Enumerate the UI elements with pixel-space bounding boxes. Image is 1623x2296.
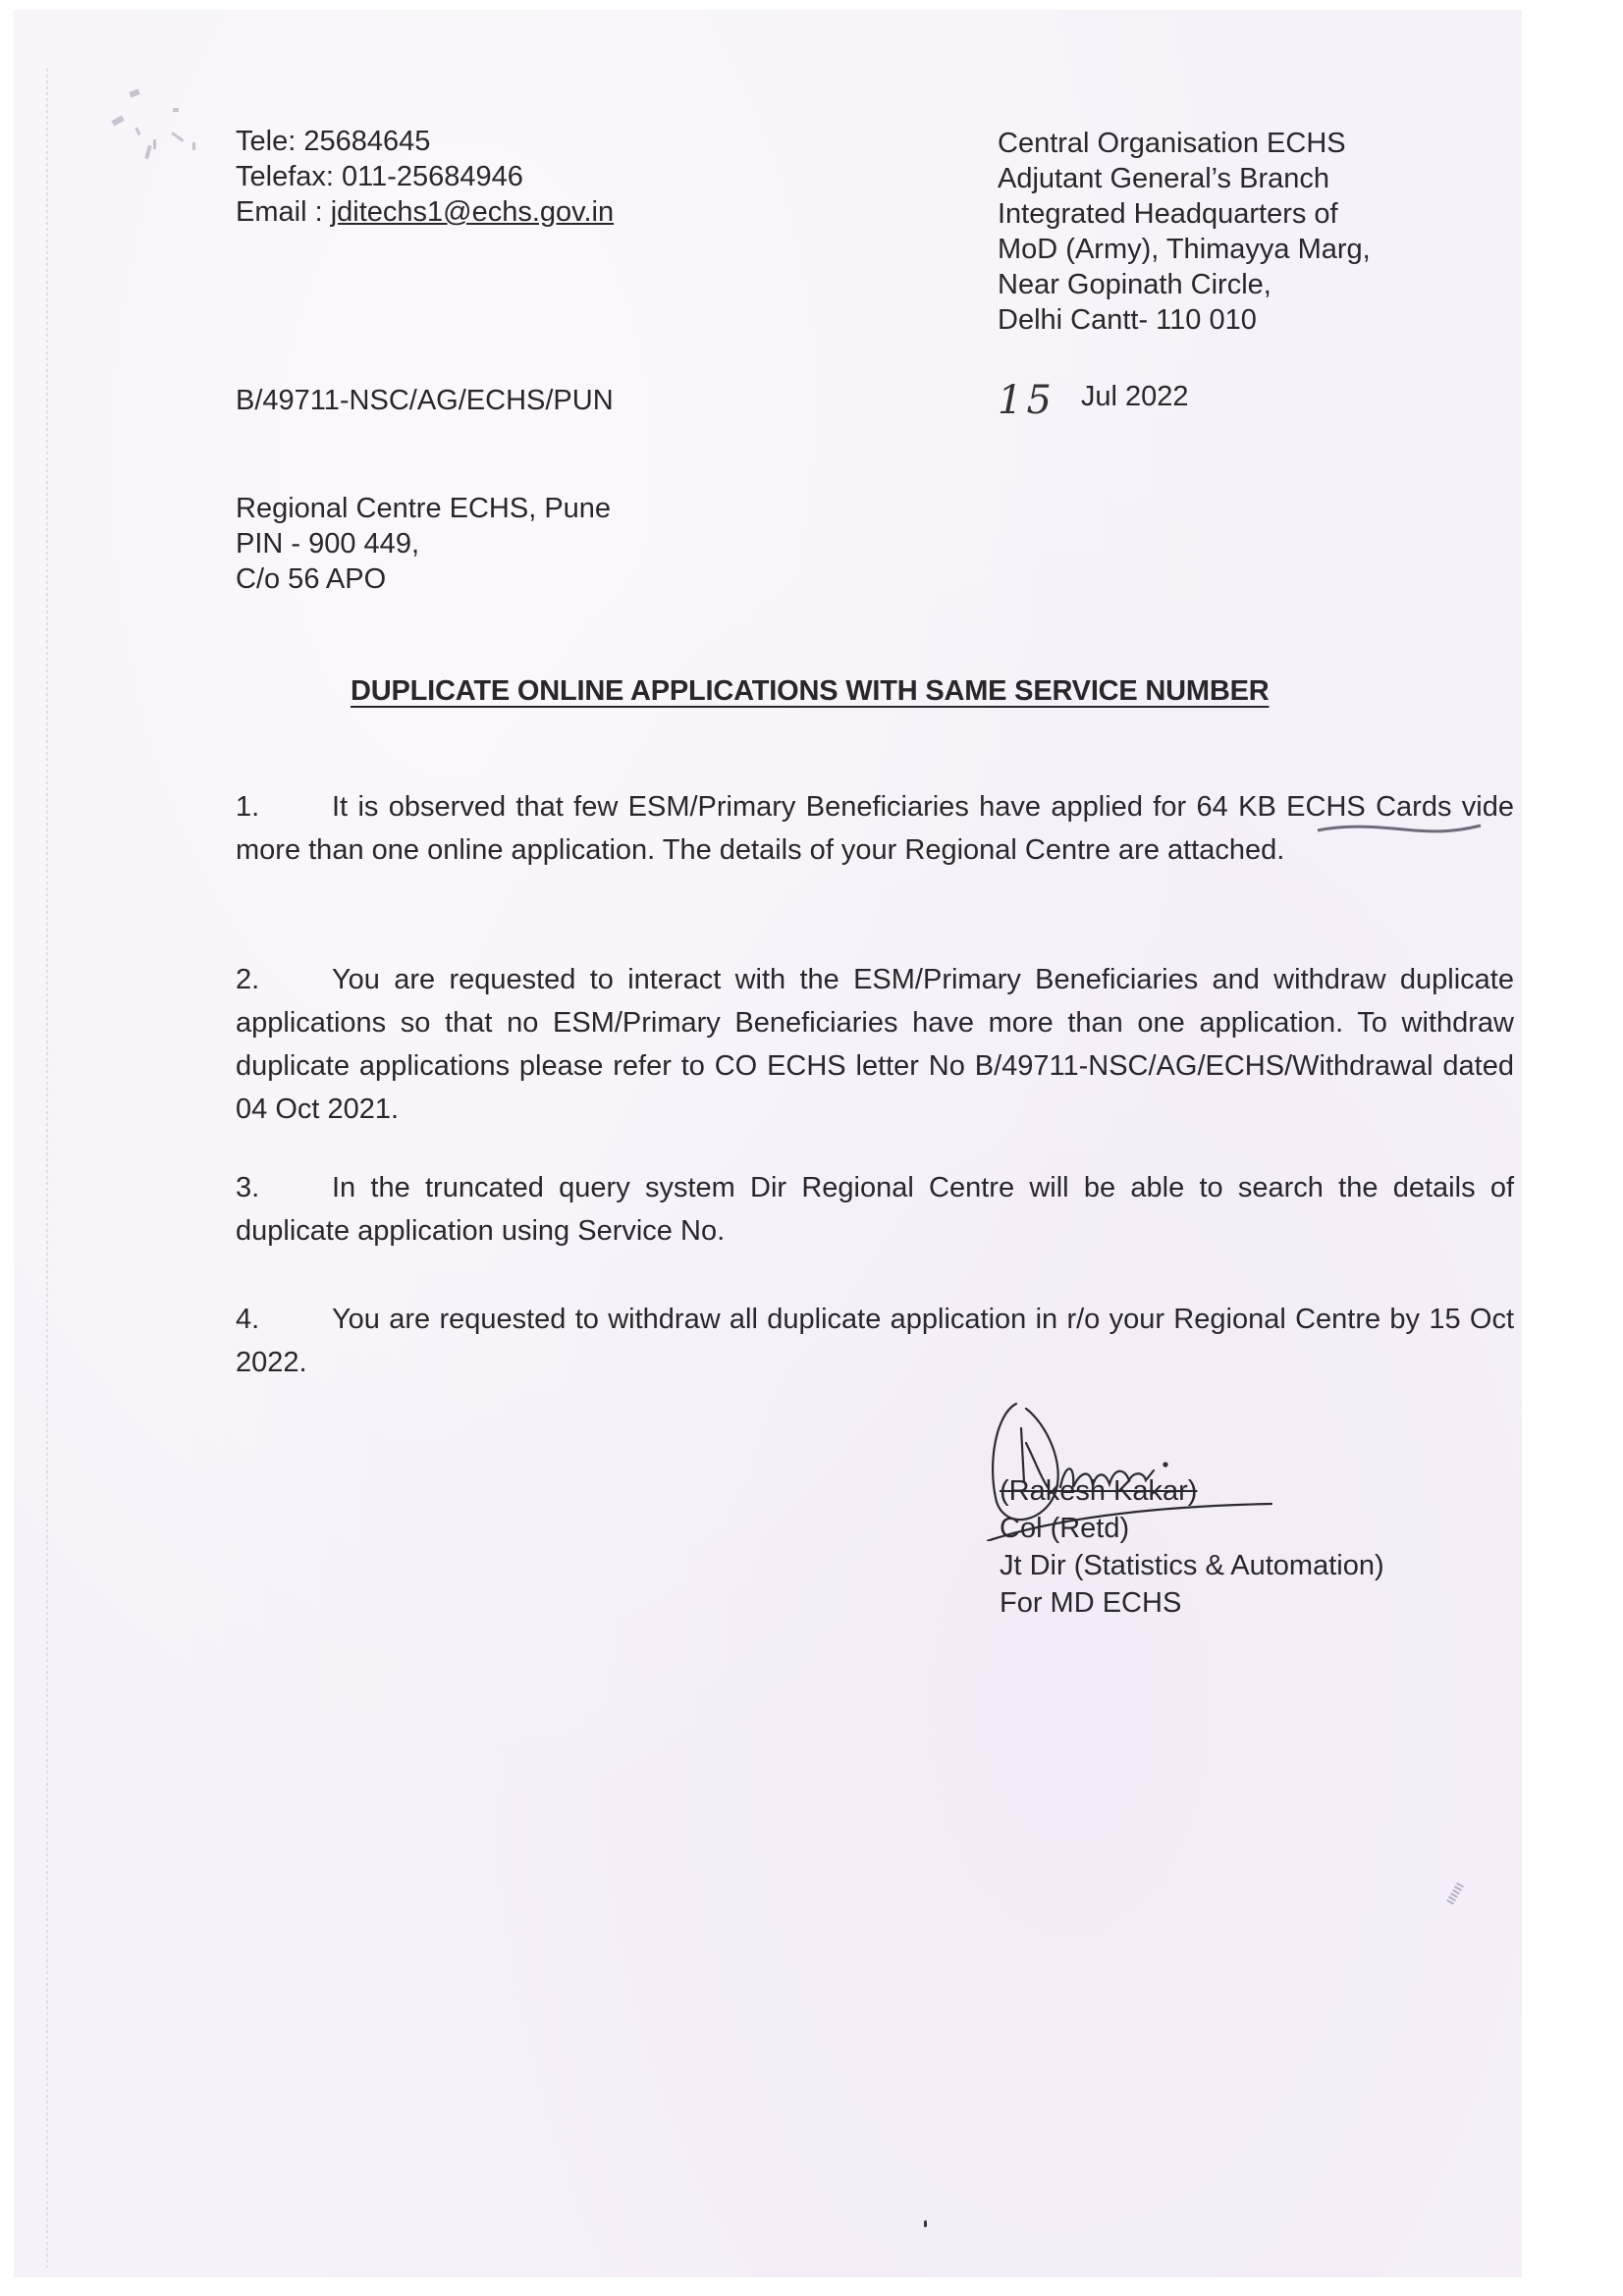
address-line: Near Gopinath Circle,: [998, 269, 1271, 300]
email-link[interactable]: jditechs1@echs.gov.in: [330, 196, 615, 228]
contact-details: [236, 124, 614, 230]
paragraph-number: 4.: [236, 1304, 260, 1335]
paragraph-2: [236, 958, 1514, 1131]
date-month-year: Jul 2022: [1080, 381, 1189, 412]
paragraph-text: It is observed that few ESM/Primary Beneficiaries have applied for 64 KB ECHS Cards vide more than one online application. The details of your Regional Centre are attached.: [236, 791, 1514, 866]
handwritten-underline-mark: [1316, 823, 1483, 836]
letter-subject: DUPLICATE ONLINE APPLICATIONS WITH SAME SERVICE NUMBER: [351, 675, 1270, 707]
letter-date: [998, 378, 1189, 423]
paragraph-text: You are requested to interact with the ESM/Primary Beneficiaries and withdraw duplicate applications so that no ESM/Primary Beneficiaries have more than one application. To withdraw duplicate applications please refer to CO ECHS letter No B/49711-NSC/AG/ECHS/Withdrawal dated 04 Oct 2021.: [236, 964, 1514, 1125]
address-line: Central Organisation ECHS: [998, 128, 1346, 159]
signature-block: [1000, 1472, 1384, 1622]
recipient-address: [236, 491, 611, 597]
paragraph-number: 2.: [236, 964, 260, 995]
scanned-page: [14, 10, 1522, 2277]
signatory-for: For MD ECHS: [1000, 1587, 1182, 1619]
paragraph-number: 1.: [236, 791, 260, 823]
handwritten-day: 15: [998, 378, 1055, 423]
signatory-rank: Col (Retd): [1000, 1513, 1130, 1544]
email-label: Email: [236, 196, 307, 228]
paragraph-number: 3.: [236, 1172, 260, 1203]
telephone-number: Tele: 25684645: [236, 126, 431, 157]
address-line: MoD (Army), Thimayya Marg,: [998, 234, 1371, 265]
signatory-designation: Jt Dir (Statistics & Automation): [1000, 1550, 1384, 1581]
address-line: Integrated Headquarters of: [998, 198, 1338, 230]
address-line: Delhi Cantt- 110 010: [998, 304, 1257, 336]
email-line: [236, 194, 614, 230]
scan-specks-icon: [102, 79, 210, 187]
reference-number: B/49711-NSC/AG/ECHS/PUN: [236, 385, 614, 416]
paragraph-3: [236, 1166, 1514, 1253]
recipient-line: C/o 56 APO: [236, 563, 387, 595]
sender-address: [998, 126, 1371, 338]
telefax-number: Telefax: 011-25684946: [236, 161, 523, 192]
paragraph-text: You are requested to withdraw all duplicate application in r/o your Regional Centre by 15 Oct 2022.: [236, 1304, 1514, 1378]
paragraph-text: In the truncated query system Dir Regional Centre will be able to search the details of duplicate application using Service No.: [236, 1172, 1514, 1247]
paragraph-4: [236, 1298, 1514, 1384]
address-line: Adjutant General’s Branch: [998, 163, 1330, 194]
recipient-line: Regional Centre ECHS, Pune: [236, 493, 612, 524]
email-separator: :: [306, 196, 331, 228]
scan-artifact-dot: [924, 2220, 927, 2227]
recipient-line: PIN - 900 449,: [236, 528, 419, 560]
signatory-name: (Rakesh Kakar): [1000, 1475, 1198, 1507]
scan-edge-line: [46, 69, 48, 2268]
